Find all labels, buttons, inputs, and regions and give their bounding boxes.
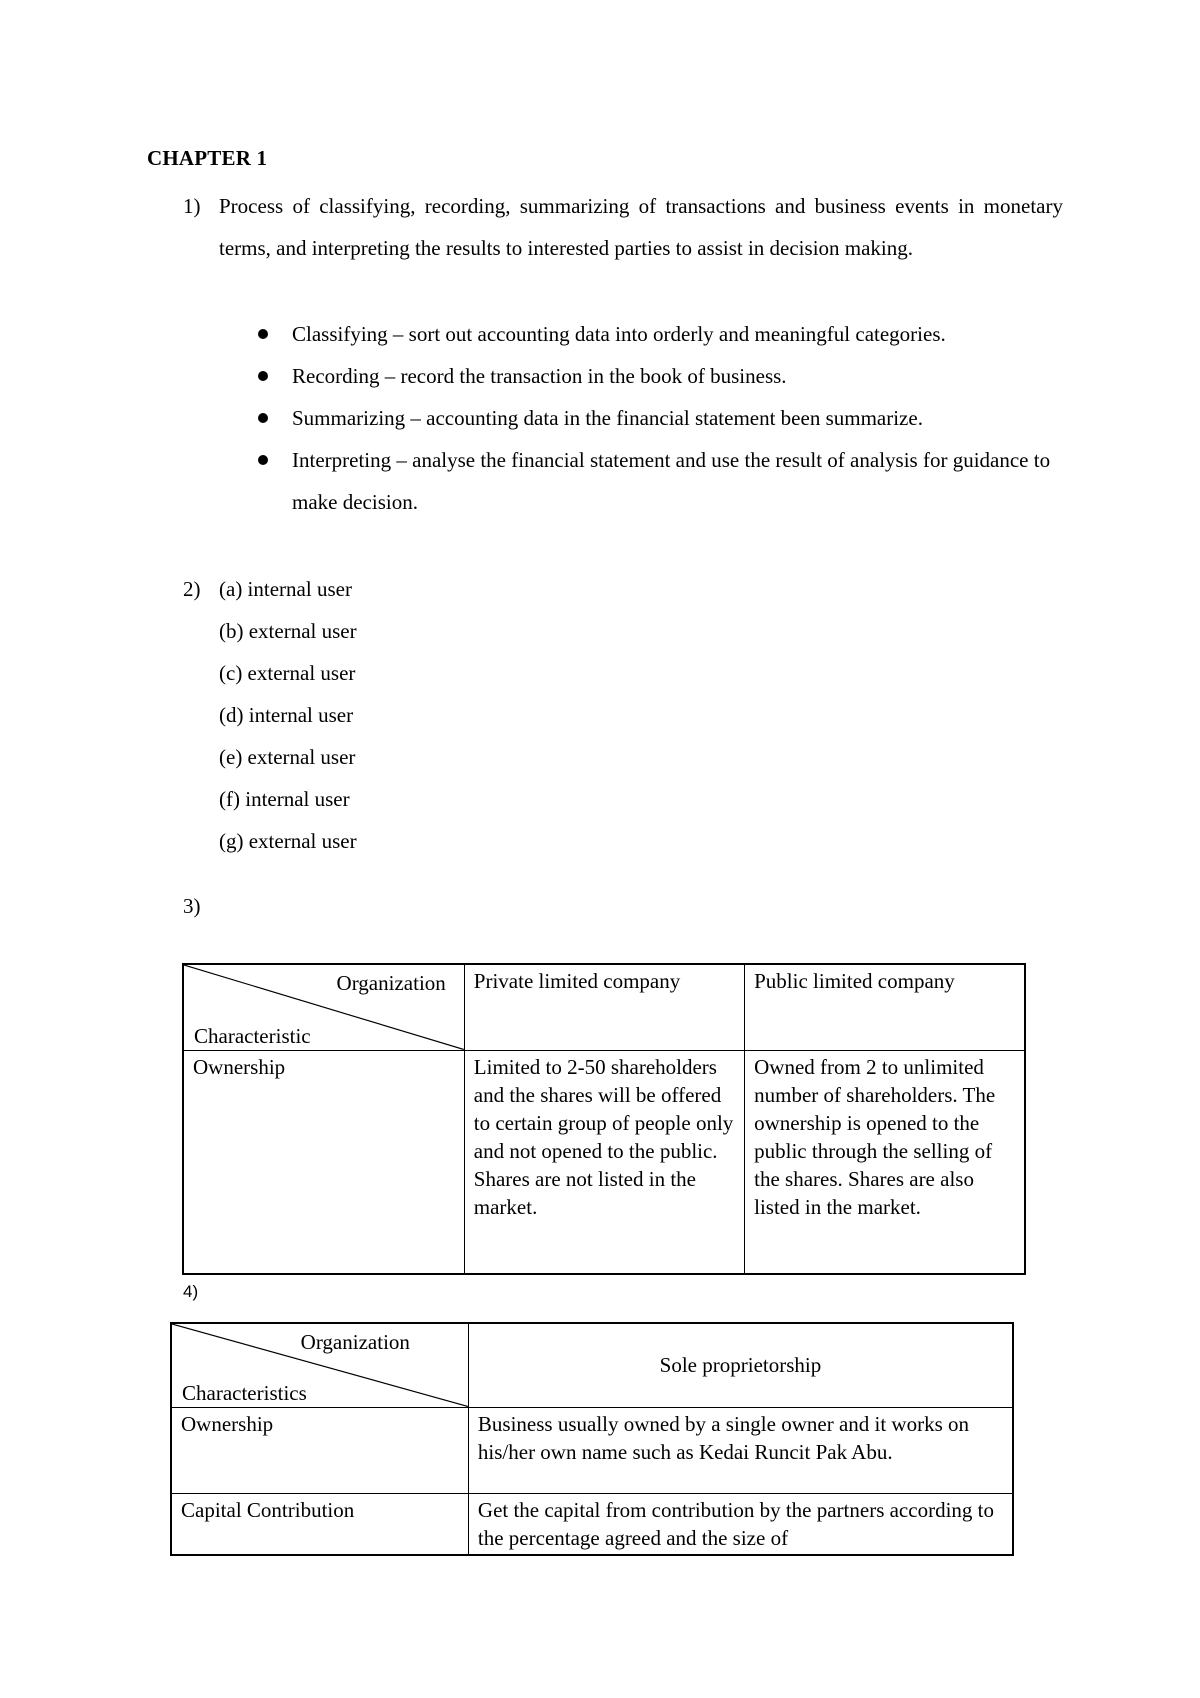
bullet-icon: [258, 371, 268, 381]
table-header-row: [171, 1323, 1013, 1407]
question-1-bullets: [258, 313, 1068, 523]
bullet-icon: [258, 329, 268, 339]
header-organization: Organization: [336, 971, 446, 995]
question-1: [183, 185, 1063, 269]
bullet-icon: [258, 455, 268, 465]
list-item: (g) external user: [219, 829, 357, 853]
row-label-ownership: Ownership: [171, 1407, 468, 1493]
cell-public-ownership: Owned from 2 to unlimited number of shareholders. The ownership is opened to the public through the selling of the shares. Shares are also listed in the market.: [745, 1050, 1025, 1274]
cell-sole-capital: Get the capital from contribution by the partners according to the percentage agreed and the size of: [468, 1493, 1013, 1555]
cell-sole-ownership: Business usually owned by a single owner and it works on his/her own name such as Kedai Runcit Pak Abu.: [468, 1407, 1013, 1493]
question-1-number: 1): [183, 194, 201, 218]
list-item: Classifying – sort out accounting data into orderly and meaningful categories.: [258, 313, 1068, 355]
list-item: (c) external user: [219, 661, 356, 685]
header-sole-proprietorship: Sole proprietorship: [468, 1323, 1013, 1407]
list-item: Interpreting – analyse the financial statement and use the result of analysis for guidance to make decision.: [258, 439, 1068, 523]
question-2-number: 2): [183, 577, 201, 601]
list-item: (d) internal user: [219, 703, 354, 727]
table-header-row: [183, 964, 1025, 1050]
bullet-icon: [258, 413, 268, 423]
comparison-table-companies: [182, 963, 1026, 1275]
header-private-limited: Private limited company: [464, 964, 744, 1050]
question-4-number: 4): [183, 1282, 199, 1301]
diagonal-header-cell: [171, 1323, 468, 1407]
list-item: (f) internal user: [219, 787, 350, 811]
row-label-capital-contribution: Capital Contribution: [171, 1493, 468, 1555]
header-public-limited: Public limited company: [745, 964, 1025, 1050]
question-1-text: Process of classifying, recording, summarizing of transactions and business events in monetary terms, and interpreting the results to interested parties to assist in decision making.: [219, 194, 1063, 260]
header-characteristic: Characteristic: [194, 1023, 311, 1048]
header-organization: Organization: [300, 1330, 410, 1354]
list-item: Summarizing – accounting data in the financial statement been summarize.: [258, 397, 1068, 439]
list-item: (e) external user: [219, 745, 356, 769]
list-item: (b) external user: [219, 619, 357, 643]
header-characteristics: Characteristics: [182, 1380, 307, 1405]
row-label-ownership: Ownership: [183, 1050, 464, 1274]
chapter-heading: CHAPTER 1: [147, 146, 268, 170]
table-row: [183, 1050, 1025, 1274]
cell-private-ownership: Limited to 2-50 shareholders and the shares will be offered to certain group of people only and not opened to the public. Shares are not listed in the market.: [464, 1050, 744, 1274]
question-2-list: [219, 568, 357, 862]
diagonal-header-cell: [183, 964, 464, 1050]
question-3-number: 3): [183, 894, 201, 918]
list-item: (a) internal user: [219, 577, 352, 601]
table-row: [171, 1493, 1013, 1555]
list-item: Recording – record the transaction in the book of business.: [258, 355, 1068, 397]
table-row: [171, 1407, 1013, 1493]
comparison-table-sole-proprietorship: [170, 1322, 1014, 1556]
